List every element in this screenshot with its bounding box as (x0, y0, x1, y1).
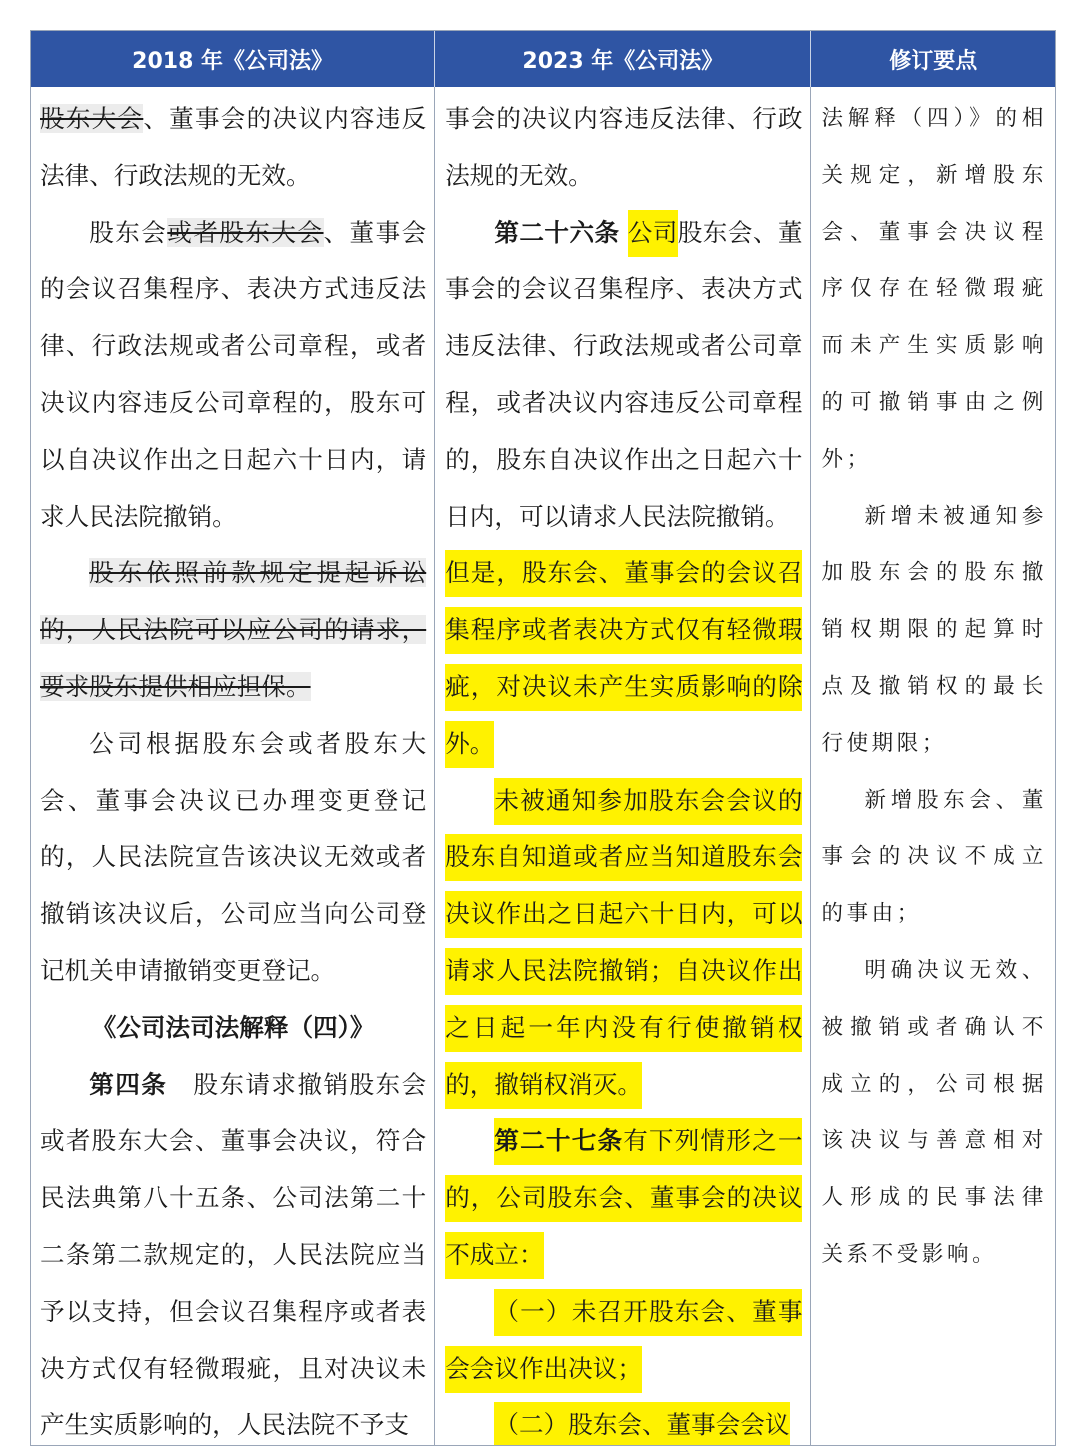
col3-paragraph-2: 新增未被通知参加股东会的股东撤销权期限的起算时点及撤销权的最长行使期限； (821, 503, 1047, 756)
highlighted-text: 有下列情形之一的，公司股东会、董事会的决议不成立： (445, 1118, 802, 1279)
highlighted-text: （二）股东会、董事会会议 (494, 1402, 789, 1445)
col3-paragraph-4: 明确决议无效、被撤销或者确认不成立的，公司根据该决议与善意相对人形成的民事法律关系不受影响。 (821, 957, 1047, 1267)
col2-paragraph-6 (445, 1284, 802, 1398)
col1-paragraph-1: 股东大会、董事会的决议内容违反法律、行政法规的无效。 (40, 104, 427, 190)
article-title: 第二十六条 (494, 217, 620, 247)
highlighted-text: 但是，股东会、董事会的会议召集程序或者表决方式仅有轻微瑕疵，对决议未产生实质影响的除外。 (445, 550, 802, 767)
column-2018-law (31, 87, 435, 1445)
header-2018-law: 2018 年《公司法》 (31, 31, 435, 87)
judicial-interpretation-title: 《公司法司法解释（四）》 (91, 1012, 375, 1042)
col1-paragraph-2: 股东会或者股东大会、董事会的会议召集程序、表决方式违反法律、行政法规或者公司章程，或者决议内容违反公司章程的，股东可以自决议作出之日起六十日内，请求人民法院撤销。 (40, 217, 427, 531)
col1-paragraph-3 (40, 545, 426, 715)
header-revision-points: 修订要点 (889, 48, 978, 74)
highlighted-text: 公司 (628, 210, 678, 257)
deleted-text: 股东大会 (40, 104, 144, 133)
highlighted-text: （一）未召开股东会、董事会会议作出决议； (445, 1289, 802, 1393)
col2-paragraph-5 (445, 1113, 802, 1283)
article-title: 第二十七条 (494, 1118, 623, 1165)
col2-paragraph-7 (445, 1397, 802, 1445)
col1-paragraph-6: 第四条 股东请求撤销股东会或者股东大会、董事会决议，符合民法典第八十五条、公司法第二十二条第二款规定的，人民法院应当予以支持，但会议召集程序或者表决方式仅有轻微瑕疵，且对决议未产生实质影响的，人民法院不予支 (40, 1069, 427, 1440)
col2-paragraph-3 (445, 545, 802, 772)
column-2023-law (435, 87, 811, 1445)
header-2023-law: 2023 年《公司法》 (435, 31, 811, 87)
col1-paragraph-4: 公司根据股东会或者股东大会、董事会决议已办理变更登记的，人民法院宣告该决议无效或者撤销该决议后，公司应当向公司登记机关申请撤销变更登记。 (40, 728, 427, 985)
table-body (31, 87, 1055, 1445)
deleted-text: 股东依照前款规定提起诉讼的，人民法院可以应公司的请求，要求股东提供相应担保。 (40, 558, 427, 701)
col3-paragraph-1: 法解释（四）》的相关规定，新增股东会、董事会决议程序仅存在轻微瑕疵而未产生实质影响的可撤销事由之例外； (821, 106, 1047, 472)
col2-paragraph-4 (445, 773, 802, 1114)
deleted-text: 或者股东大会 (167, 217, 324, 247)
col2-paragraph-1: 事会的决议内容违反法律、行政法规的无效。 (445, 104, 803, 190)
comparison-table (30, 30, 1056, 1446)
article-title: 第四条 (89, 1069, 168, 1099)
col2-paragraph-2: 第二十六条 公司股东会、董事会的会议召集程序、表决方式违反法律、行政法规或者公司章程，或者决议内容违反公司章程的，股东自决议作出之日起六十日内，可以请求人民法院撤销。 (445, 205, 802, 546)
column-revision-points (811, 87, 1055, 1445)
col3-paragraph-3: 新增股东会、董事会的决议不成立的事由； (821, 787, 1047, 927)
table-header (31, 31, 1055, 87)
highlighted-text: 未被通知参加股东会会议的股东自知道或者应当知道股东会决议作出之日起六十日内，可以请求人民法院撤销；自决议作出之日起一年内没有行使撤销权的，撤销权消灭。 (445, 778, 802, 1109)
